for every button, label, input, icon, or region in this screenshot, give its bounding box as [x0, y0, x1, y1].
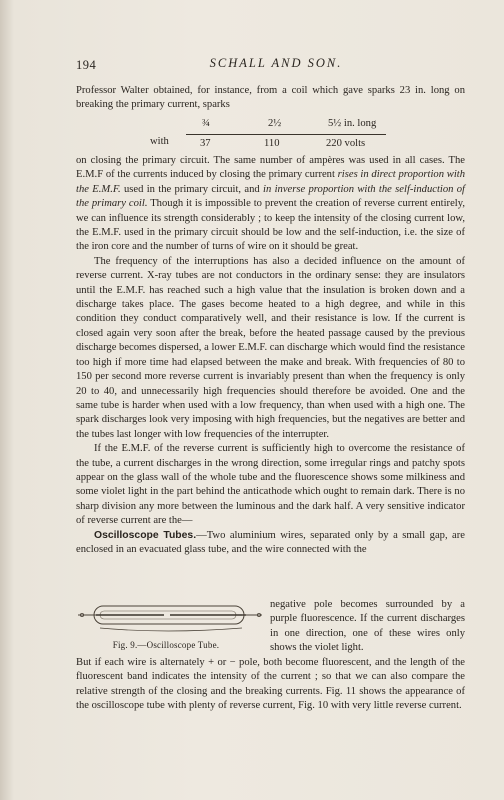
spark-table [150, 118, 410, 154]
table-rule [186, 134, 386, 135]
oscilloscope-tube-illustration [76, 602, 266, 638]
spark-table-cell: 2½ [268, 118, 282, 129]
running-head [76, 56, 476, 74]
paragraph-reverse-current: If the E.M.F. of the reverse current is sufficiently high to overcome the resistance of the tube, a current discharges in the wrong direction, some irregular rings and patchy spots appear on the glass wall of the whole tube and the fluorescence shows some milkiness and some violet light in the part behind the anticathode which ought to remain dark. There is no sharp division any more between the luminous and the dark half. A very sensitive indicator of reverse current are the— [76, 443, 465, 527]
closing-text: But if each wire is alternately + or − pole, both become fluorescent, and the length of the fluorescent band indicates the intensity of the current ; so that we can also compare the relative strength of the closing and the breaking currents. Fig. 11 shows the appearance of the oscilloscope tube with plenty of reverse current, Fig. 10 with very little reverse current. [76, 657, 465, 712]
paragraph-frequency: The frequency of the interruptions has also a decided influence on the amount of reverse current. X-ray tubes are not conductors in the ordinary sense: they are insulators until the E.M.F. has reached such a high value that the insulation is broken down and a discharge takes place. The gases become heated to a high degree, and while in this condition they conduct comparatively well, and their resistance is low. If the current is closed again very soon after the break, before the heated passage caused by the previous discharge becomes dispersed, a lower E.M.F. can discharge which would find the resistance too high if more time had elapsed between the make and break. With frequencies of 80 to 150 per second more reverse current is invariably present than when the frequency is only 20 to 40, and unnecessarily high frequencies should therefore be avoided. One and the same tube is harder when used with a low frequency, than when used with a high one. The spark discharges look very imposing with high frequencies, but the negatives are better and the tubes last longer with low frequencies of the interrupter. [76, 255, 465, 440]
body-text [76, 154, 465, 557]
paragraph-emf [76, 154, 465, 255]
section-heading: Oscilloscope Tubes. [94, 529, 197, 541]
intro-text: Professor Walter obtained, for instance, from a coil which gave sparks 23 in. long on breaking the primary current, sparks [76, 85, 465, 111]
paragraph-emf-part: Though it is impossible to prevent the creation of reverse current entirely, we can influence its strength considerably ; to keep the intensity of the closing current low, the E.M.F. used in the primary circuit should be low and the self-induction, i.e. the size of the iron core and the number of turns of wire on it should be great. [76, 198, 465, 253]
spark-table-cell: 110 [264, 138, 280, 149]
spark-table-cell: ¾ [202, 118, 210, 129]
figure-caption: Fig. 9.—Oscilloscope Tube. [112, 640, 220, 650]
spark-table-cell: 37 [200, 138, 211, 149]
text-beside-figure: negative pole becomes surrounded by a purple fluorescence. If the current discharges in one direction, one of these wires only shows the violet light. [270, 599, 465, 654]
spark-table-with-label: with [150, 136, 169, 147]
figure-9 [76, 602, 266, 654]
paragraph-emf-emphasis: in inverse proportion with the self-induction of the primary coil. [76, 183, 466, 210]
running-title: SCHALL AND SON. [209, 56, 343, 70]
spark-table-cell: 5½ in. long [328, 118, 377, 129]
page-number: 194 [76, 58, 97, 72]
closing-paragraph [76, 656, 465, 714]
paragraph-emf-emphasis: rises in direct proportion with the E.M.F. [76, 169, 466, 195]
oscilloscope-first-line: —Two aluminium wires, separated only by a small gap, are enclosed in an evacuated glass tube, and the wire connected with the [76, 529, 465, 555]
paragraph-emf-part: used in the primary circuit, and [120, 183, 264, 195]
spark-table-cell: 220 volts [326, 138, 366, 149]
paragraph-emf-part: on closing the primary circuit. The same number of ampères was used in all cases. The E.M.F of the currents induced by closing the primary current [76, 155, 465, 181]
paragraph-oscilloscope [76, 529, 465, 558]
intro-paragraph [76, 84, 465, 113]
